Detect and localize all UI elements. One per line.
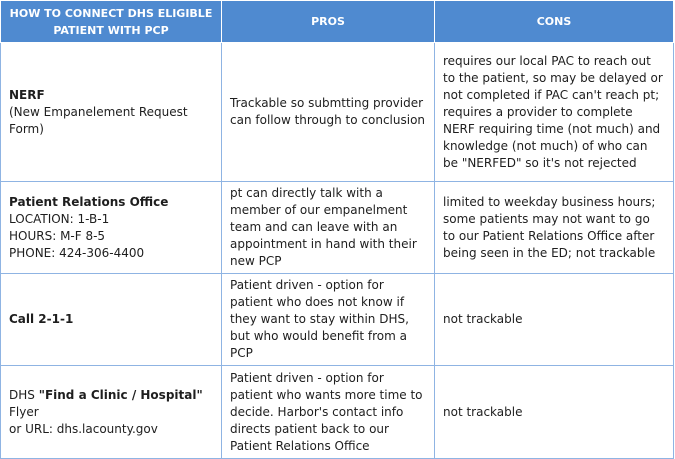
method-title: "Find a Clinic / Hospital" — [38, 387, 203, 402]
method-title: Call 2-1-1 — [9, 312, 74, 326]
method-cell — [1, 43, 222, 182]
table-row — [1, 274, 674, 366]
method-cell — [1, 366, 222, 459]
pros-cell: pt can directly talk with a member of our empanelment team and can leave with an appointment in hand with their new PCP — [222, 182, 435, 274]
pros-cell: Patient driven - option for patient who wants more time to decide. Harbor's contact info directs patient back to our Patient Relations Office — [222, 366, 435, 459]
cons-cell: not trackable — [435, 274, 674, 366]
table-row — [1, 366, 674, 459]
method-cell — [1, 182, 222, 274]
method-detail: (New Empanelement Request Form) — [9, 104, 188, 136]
cons-cell: not trackable — [435, 366, 674, 459]
method-prefix: DHS — [9, 387, 39, 402]
method-cell — [1, 274, 222, 366]
pros-cell: Trackable so submtting provider can follow through to conclusion — [222, 43, 435, 182]
header-method-line2: PATIENT WITH PCP — [53, 23, 169, 37]
method-url: or URL: dhs.lacounty.gov — [9, 421, 158, 436]
header-pros: PROS — [222, 1, 435, 43]
method-phone: PHONE: 424-306-4400 — [9, 245, 145, 260]
header-row — [1, 1, 674, 43]
header-method-line1: HOW TO CONNECT DHS ELIGIBLE — [9, 6, 213, 20]
cons-cell: limited to weekday business hours; some patients may not want to go to our Patient Relations Office after being seen in the ED; not trackable — [435, 182, 674, 274]
header-method — [1, 1, 222, 43]
table-row — [1, 182, 674, 274]
table-row — [1, 43, 674, 182]
method-hours: HOURS: M-F 8-5 — [9, 228, 106, 243]
pros-cell: Patient driven - option for patient who does not know if they want to stay within DHS, but who would benefit from a PCP — [222, 274, 435, 366]
method-location: LOCATION: 1-B-1 — [9, 211, 110, 226]
method-suffix: Flyer — [9, 404, 39, 419]
method-title: Patient Relations Office — [9, 194, 169, 209]
method-title: NERF — [9, 87, 45, 102]
cons-cell: requires our local PAC to reach out to the patient, so may be delayed or not completed if PAC can't reach pt; requires a provider to complete NERF requiring time (not much) and knowledge (not much) of who can be "NERFED" so it's not rejected — [435, 43, 674, 182]
header-cons: CONS — [435, 1, 674, 43]
